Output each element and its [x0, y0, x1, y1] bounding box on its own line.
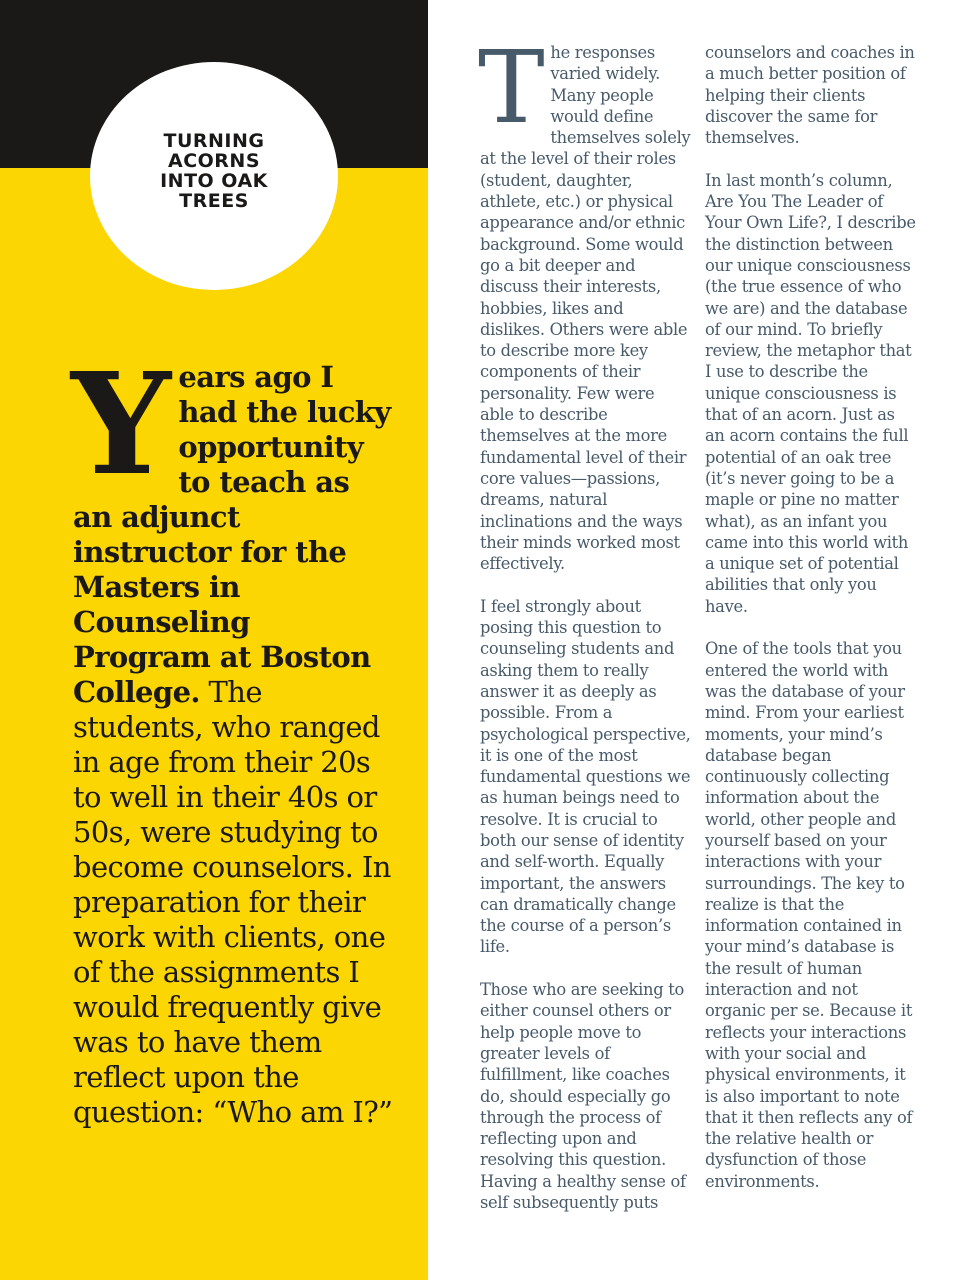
column1-paragraph-1-text: he responses varied widely. Many people would define themselves solely at the level of their roles (student, daughter, athlete, etc.) or physical appearance and/or ethnic background. Some would go a bit deeper and discuss their interests, hobbies, likes and dislikes. Others were able to describe more key components of their personality. Few were able to describe themselves at the more fundamental level of their core values—passions, dreams, natural inclinations and the ways their minds worked most effectively. — [480, 43, 691, 574]
column2-paragraph-3: One of the tools that you entered the world with was the database of your mind. From your earliest moments, your mind’s database began continuously collecting information about the world, other people and yourself based on your interactions with your surroundings. The key to realize is that the information contained in your mind’s database is the result of human interaction and not organic per se. Because it reflects your interactions with your social and physical environments, it is also important to note that it then reflects any of the relative health or dysfunction of those environments. — [705, 639, 913, 1191]
column1-paragraph — [478, 29, 692, 574]
column1-dropcap: T — [478, 29, 545, 146]
lead-paragraph — [71, 343, 393, 1130]
lead-dropcap: Y — [71, 343, 171, 507]
text-column-2 — [705, 42, 917, 1213]
column1-paragraph-2: I feel strongly about posing this question to counseling students and asking them to really answer it as deeply as possible. From a psychological perspective, it is one of the most fundamental questions we as human beings need to resolve. It is crucial to both our sense of identity and self-worth. Equally important, the answers can dramatically change the course of a person’s life. — [480, 596, 691, 957]
column2-paragraph-1: counselors and coaches in a much better position of helping their clients discover the same for themselves. — [705, 43, 915, 148]
lead-bold-text: ears ago I had the lucky opportunity to teach as an adjunct instructor for the Masters in Counseling Program at Boston College. — [73, 360, 391, 709]
column2-paragraph-2: In last month’s column, Are You The Leader of Your Own Life?, I describe the distinction between our unique consciousness (the true essence of who we are) and the database of our mind. To briefly review, the metaphor that I use to describe the unique consciousness is that of an acorn. Just as an acorn contains the full potential of an oak tree (it’s never going to be a maple or pine no matter what), as an infant you came into this world with a unique set of potential abilities that only you have. — [705, 170, 916, 616]
text-column-1 — [478, 29, 692, 1235]
column-title: TURNING ACORNS INTO OAK TREES — [160, 130, 268, 212]
column1-paragraph-3: Those who are seeking to either counsel others or help people move to greater levels of fulfillment, like coaches do, should especially go through the process of reflecting upon and resolving this question. Having a healthy sense of self subsequently puts — [480, 980, 686, 1213]
lead-regular-text: The students, who ranged in age from their 20s to well in their 40s or 50s, were studying to become counselors. In preparation for their work with clients, one of the assignments I would frequently give was to have them reflect upon the question: “Who am I?” — [73, 675, 393, 1129]
column-badge — [90, 62, 338, 290]
